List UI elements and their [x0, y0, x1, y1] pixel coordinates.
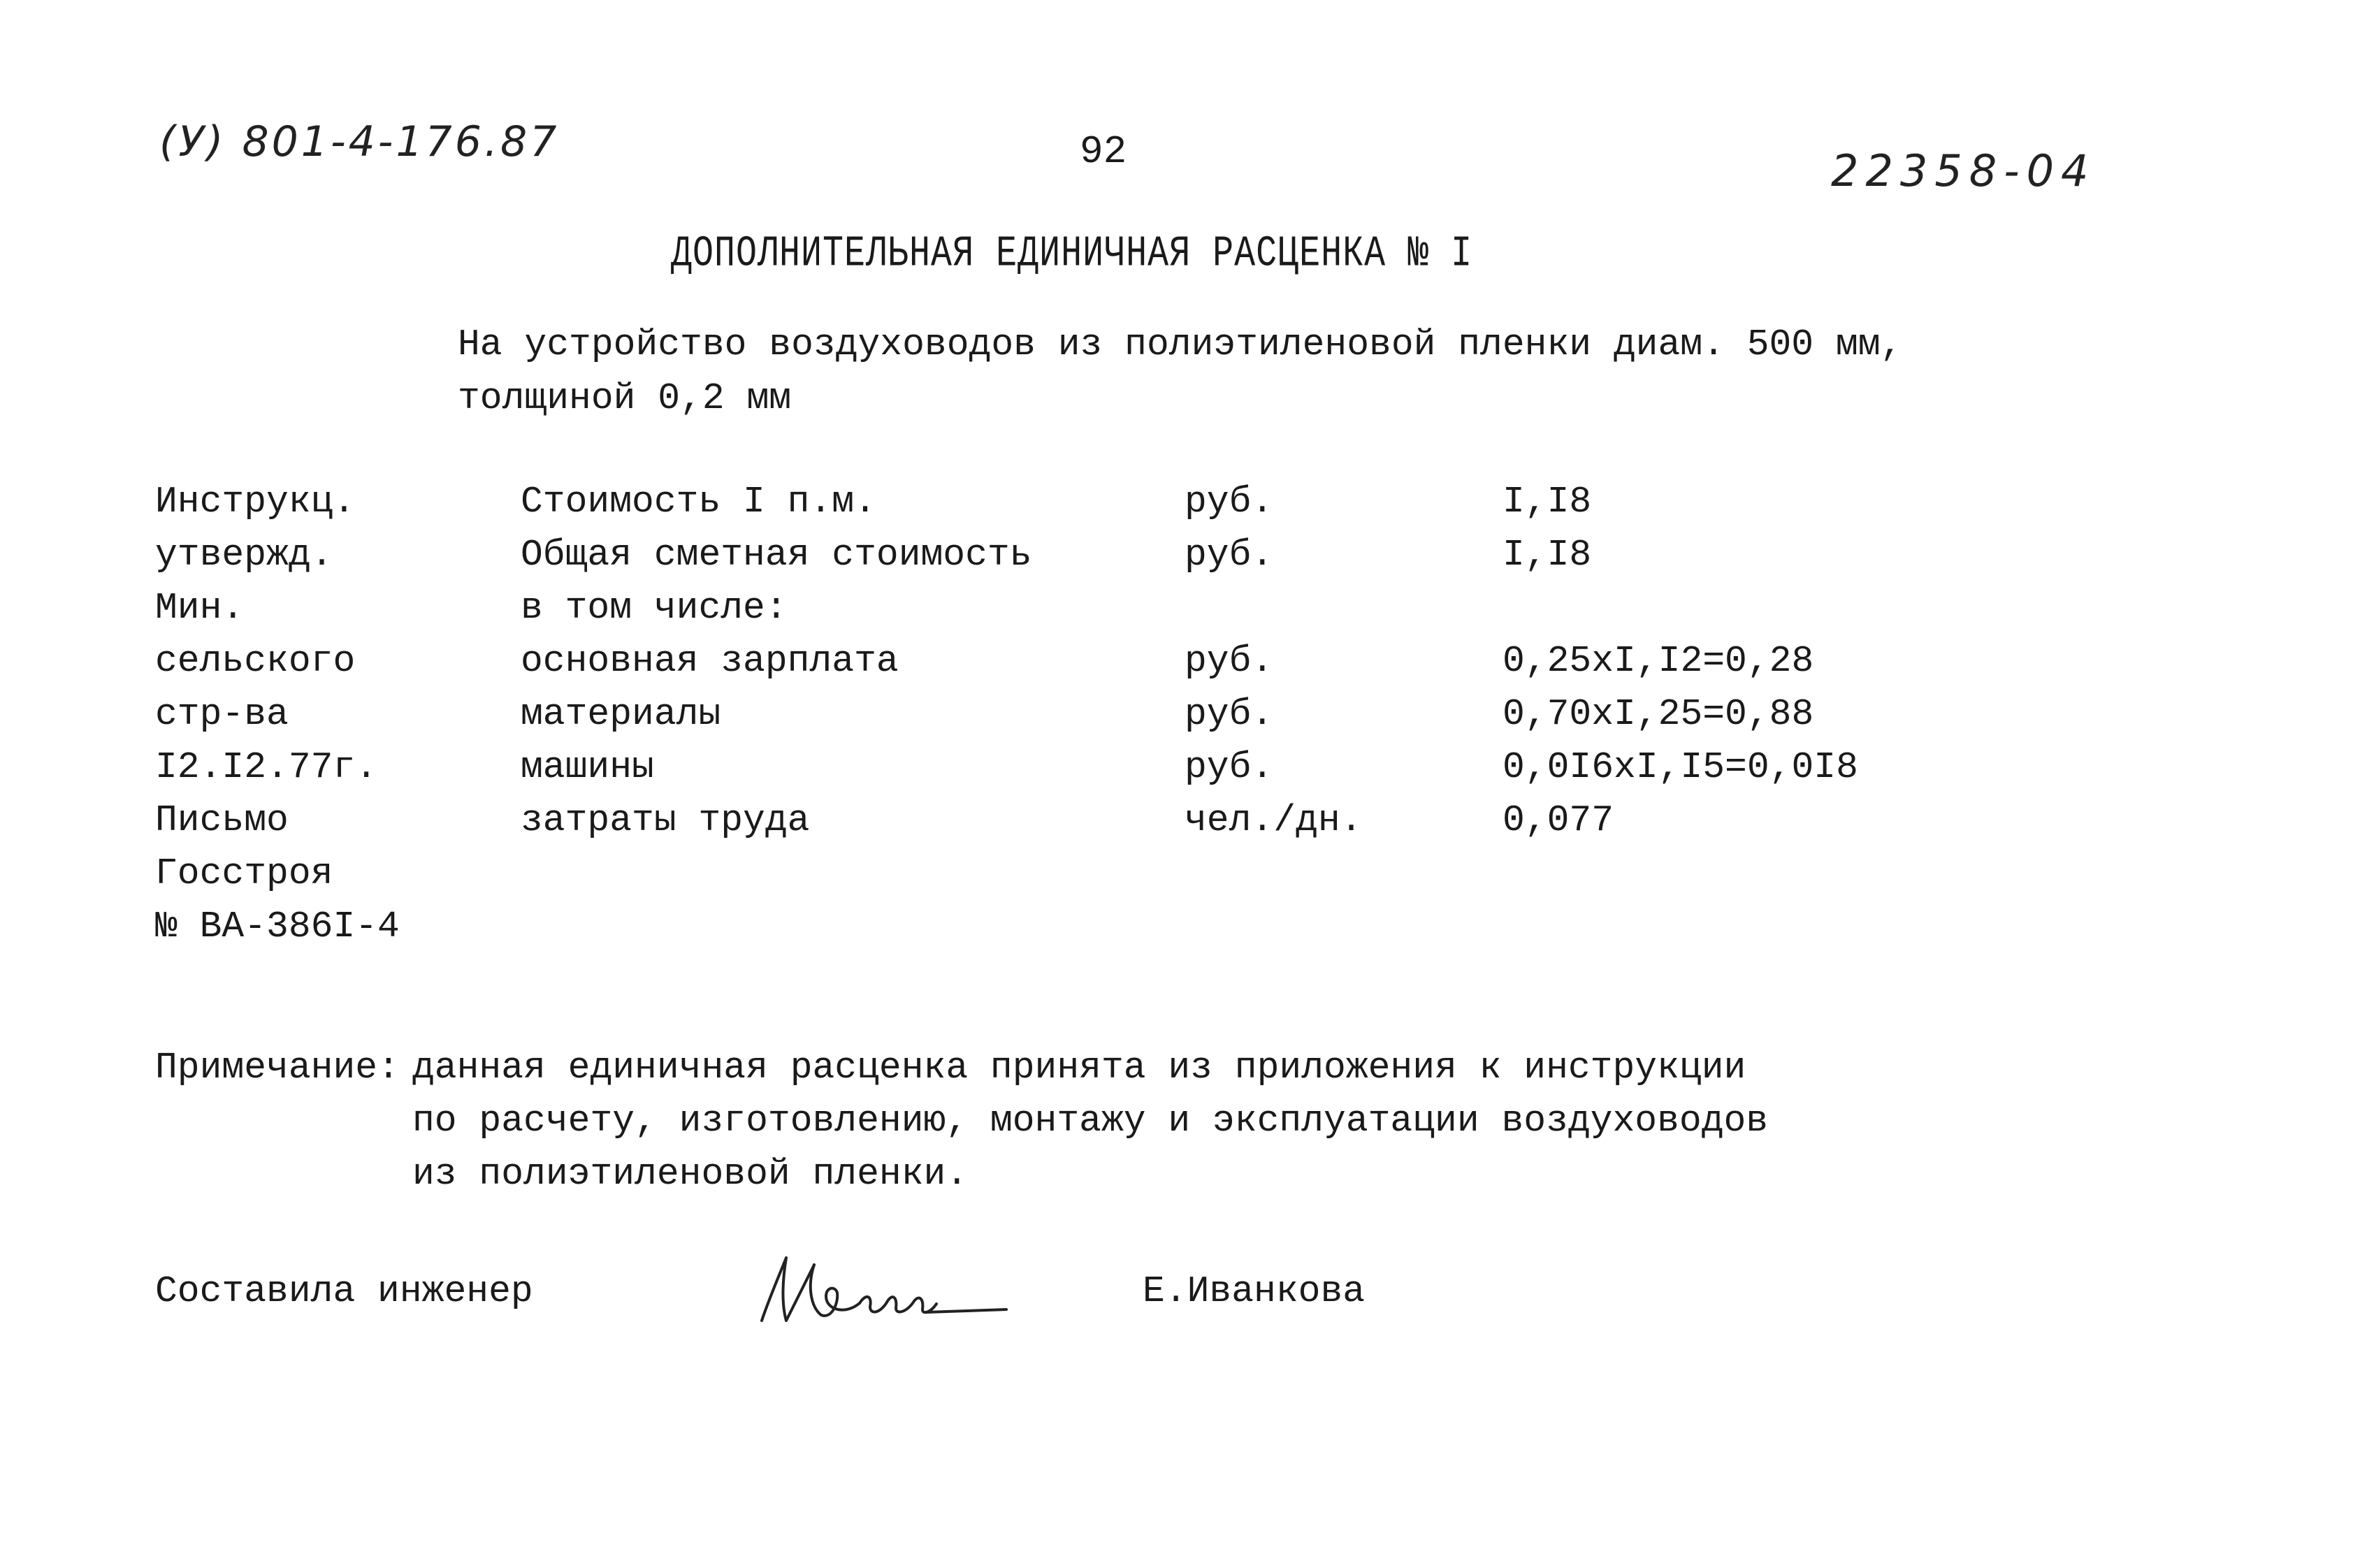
subject-line-2: толщиной 0,2 мм — [458, 377, 792, 419]
page-number: 92 — [1080, 129, 1127, 174]
cost-value: 0,077 — [1503, 799, 1614, 841]
subject-line-1: На устройство воздуховодов из полиэтиленовой пленки диам. 500 мм, — [458, 324, 1903, 365]
approval-reference — [155, 475, 400, 953]
note-line: данная единичная расценка принята из приложения к инструкции — [412, 1047, 1746, 1089]
cost-items — [521, 475, 1032, 847]
approval-line: Мин. — [155, 587, 245, 629]
cost-item-label: Общая сметная стоимость — [521, 534, 1032, 576]
cost-unit: руб. — [1185, 640, 1274, 682]
cost-values — [1503, 475, 1858, 847]
compiled-by-label: Составила инженер — [155, 1270, 533, 1312]
note-label: Примечание: — [155, 1047, 400, 1089]
note-line: из полиэтиленовой пленки. — [412, 1153, 969, 1195]
cost-item-label: в том числе: — [521, 587, 788, 629]
cost-item-label: материалы — [521, 693, 721, 735]
cost-item-label: основная зарплата — [521, 640, 899, 682]
cost-units — [1185, 475, 1362, 847]
signer-name: Е.Иванкова — [1143, 1270, 1366, 1312]
document-code: (У) 801-4-176.87 — [159, 117, 560, 166]
sheet-code: 22358-04 — [1831, 145, 2096, 196]
cost-value: I,I8 — [1503, 481, 1592, 523]
cost-item-label: машины — [521, 746, 654, 788]
approval-line: Письмо — [155, 799, 289, 841]
cost-value — [1503, 581, 1858, 634]
cost-unit — [1185, 581, 1362, 634]
cost-unit: руб. — [1185, 534, 1274, 576]
cost-value: I,I8 — [1503, 534, 1592, 576]
approval-line: Госстроя — [155, 852, 333, 894]
note-line: по расчету, изготовлению, монтажу и эксплуатации воздуховодов — [412, 1100, 1769, 1142]
approval-line: Инструкц. — [155, 481, 356, 523]
cost-value: 0,0I6хI,I5=0,0I8 — [1503, 746, 1858, 788]
cost-item-label: Стоимость I п.м. — [521, 481, 876, 523]
cost-unit: руб. — [1185, 746, 1274, 788]
subject-block — [458, 318, 1902, 426]
approval-line: № ВА-386I-4 — [155, 906, 400, 948]
approval-line: сельского — [155, 640, 356, 682]
approval-line: I2.I2.77г. — [155, 746, 378, 788]
cost-unit: руб. — [1185, 481, 1274, 523]
document-title: ДОПОЛНИТЕЛЬНАЯ ЕДИНИЧНАЯ РАСЦЕНКА № I — [671, 229, 1473, 280]
approval-line: стр-ва — [155, 693, 289, 735]
cost-value: 0,70хI,25=0,88 — [1503, 693, 1814, 735]
cost-unit: руб. — [1185, 693, 1274, 735]
cost-value: 0,25хI,I2=0,28 — [1503, 640, 1814, 682]
note-text — [412, 1041, 1768, 1200]
approval-line: утвержд. — [155, 534, 333, 576]
signature — [748, 1237, 1013, 1335]
cost-item-label: затраты труда — [521, 799, 810, 841]
cost-unit: чел./дн. — [1185, 799, 1363, 841]
